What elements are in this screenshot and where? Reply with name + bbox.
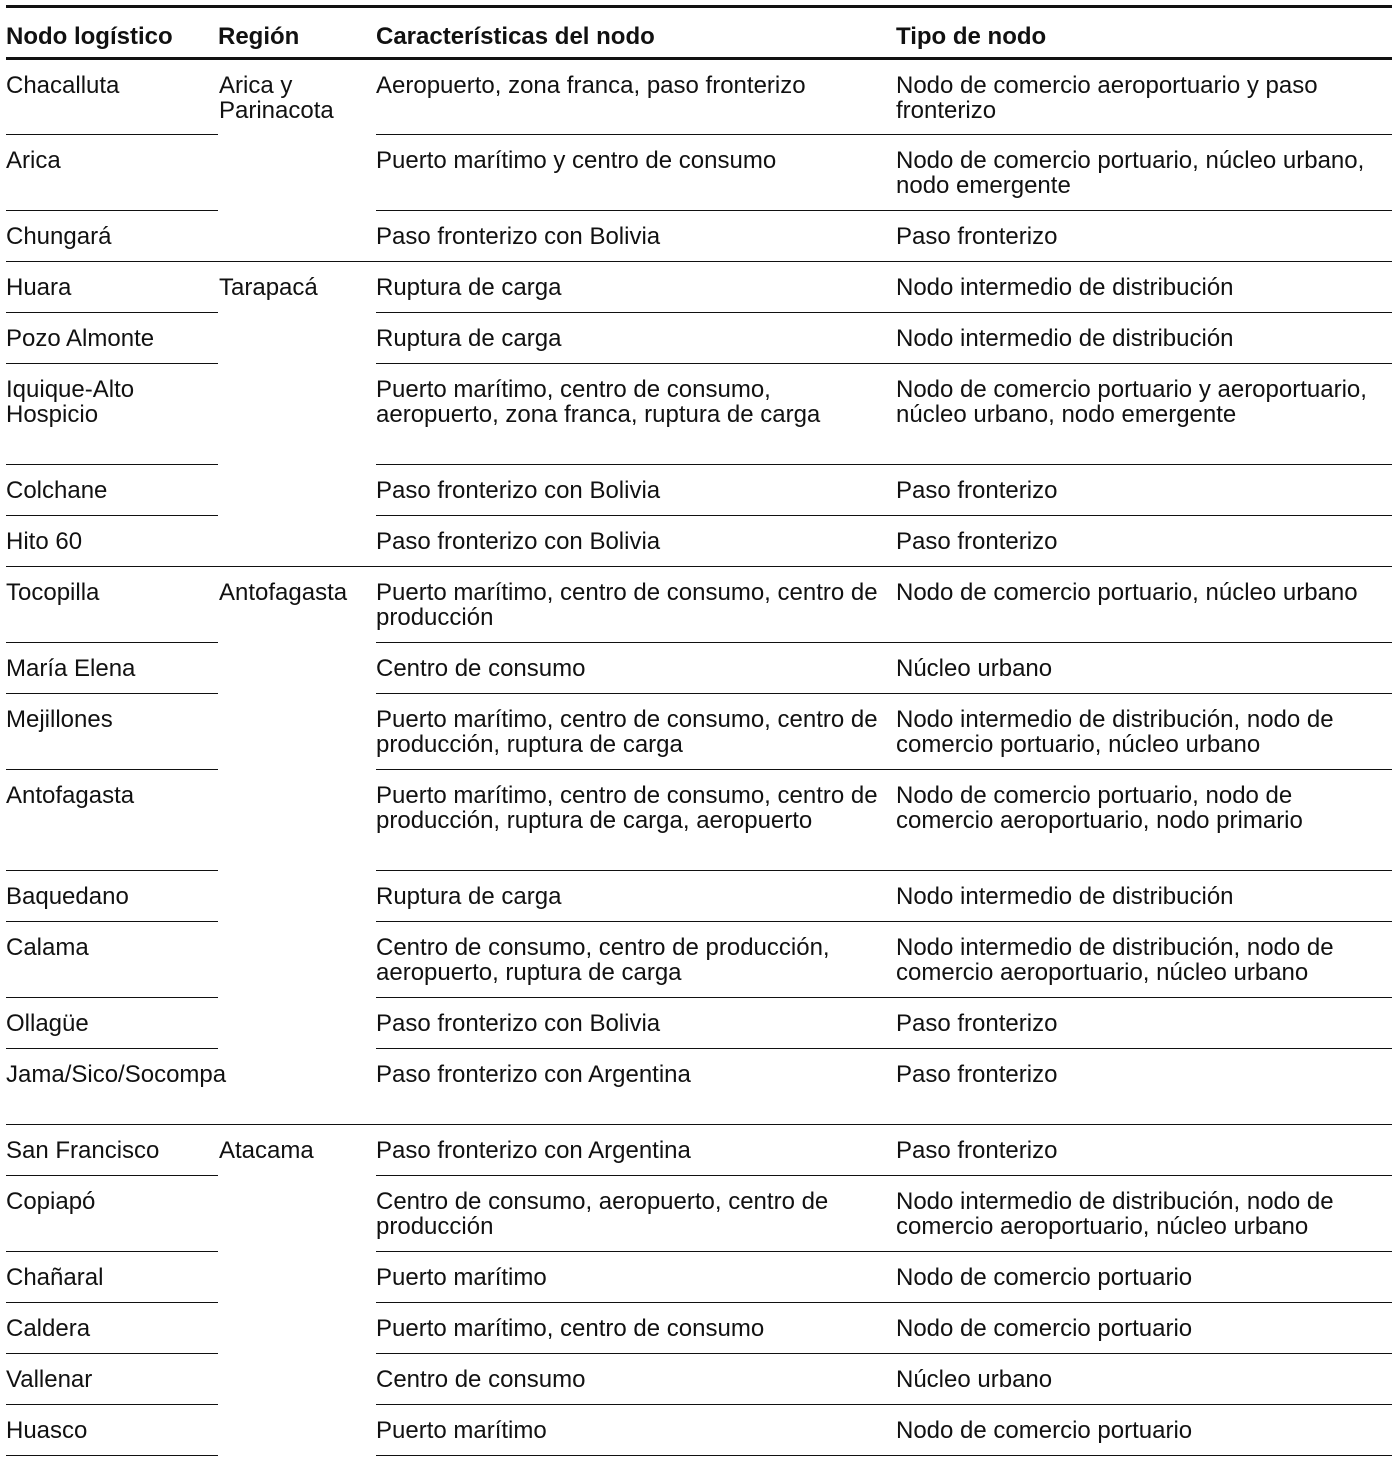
header-node: Nodo logístico [6,7,218,59]
node-type: Núcleo urbano [896,1354,1392,1405]
node-name: Huasco [6,1405,218,1456]
node-features: Puerto marítimo, centro de consumo, centro de producción [376,567,896,643]
node-name: Arica [6,135,218,211]
table-row [6,1176,1392,1252]
node-name: Jama/Sico/Socompa [6,1049,218,1125]
node-features: Ruptura de carga [376,313,896,364]
node-name: Iquique-Alto Hospicio [6,364,218,465]
node-type: Paso fronterizo [896,516,1392,567]
node-features: Puerto marítimo y centro de consumo [376,135,896,211]
node-name: Vallenar [6,1354,218,1405]
node-type: Nodo de comercio portuario [896,1303,1392,1354]
node-features: Ruptura de carga [376,262,896,313]
table-row [6,643,1392,694]
node-type: Nodo intermedio de distribución [896,262,1392,313]
node-name: Tocopilla [6,567,218,643]
node-name: Huara [6,262,218,313]
table-row [6,1252,1392,1303]
header-type: Tipo de nodo [896,7,1392,59]
node-type: Nodo intermedio de distribución, nodo de comercio portuario, núcleo urbano [896,694,1392,770]
node-name: Antofagasta [6,770,218,871]
node-name: Chacalluta [6,72,120,99]
logistics-nodes-table [6,5,1392,1456]
table-row [6,998,1392,1049]
node-name: Caldera [6,1303,218,1354]
table-row [6,1354,1392,1405]
node-name: Chungará [6,211,218,262]
node-name: Colchane [6,465,218,516]
node-features: Paso fronterizo con Bolivia [376,998,896,1049]
node-features: Puerto marítimo, centro de consumo [376,1303,896,1354]
node-type: Paso fronterizo [896,465,1392,516]
node-features: Centro de consumo [376,1354,896,1405]
table-row [6,1303,1392,1354]
node-name: María Elena [6,643,218,694]
node-features: Paso fronterizo con Bolivia [376,516,896,567]
region-name: Antofagasta [218,567,376,1125]
node-type: Nodo de comercio portuario, núcleo urbano, nodo emergente [896,135,1392,211]
node-type: Núcleo urbano [896,643,1392,694]
node-type: Paso fronterizo [896,1049,1392,1125]
node-features: Centro de consumo, centro de producción, aeropuerto, ruptura de carga [376,922,896,998]
node-name: Hito 60 [6,516,218,567]
table-row [6,1125,1392,1176]
table-row [6,262,1392,313]
node-name: Calama [6,922,218,998]
node-name: Chañaral [6,1252,218,1303]
table-row [6,567,1392,643]
table-row [6,313,1392,364]
node-features: Paso fronterizo con Argentina [376,1125,896,1176]
node-features: Centro de consumo [376,643,896,694]
node-type: Nodo de comercio aeroportuario y paso fronterizo [896,72,1318,124]
node-type: Paso fronterizo [896,998,1392,1049]
node-features: Puerto marítimo, centro de consumo, centro de producción, ruptura de carga, aeropuerto [376,770,896,871]
table-row [6,770,1392,871]
node-type: Paso fronterizo [896,1125,1392,1176]
node-name: Ollagüe [6,998,218,1049]
node-type: Nodo de comercio portuario y aeroportuario, núcleo urbano, nodo emergente [896,364,1392,465]
table-row [6,465,1392,516]
region-name: Atacama [218,1125,376,1456]
header-region: Región [218,7,376,59]
node-type: Nodo de comercio portuario, nodo de comercio aeroportuario, nodo primario [896,770,1392,871]
region-name: Arica y Parinacota [219,72,334,124]
node-type: Nodo intermedio de distribución, nodo de comercio aeroportuario, núcleo urbano [896,922,1392,998]
table-row [6,1049,1392,1125]
node-type: Nodo de comercio portuario, núcleo urbano [896,567,1392,643]
node-type: Paso fronterizo [896,211,1392,262]
table-row [6,1405,1392,1456]
node-features: Paso fronterizo con Bolivia [376,465,896,516]
table-row [6,871,1392,922]
table-row [6,516,1392,567]
node-name: Mejillones [6,694,218,770]
node-features: Puerto marítimo [376,1405,896,1456]
node-name: Copiapó [6,1176,218,1252]
node-name: San Francisco [6,1125,218,1176]
node-features: Paso fronterizo con Bolivia [376,211,896,262]
header-features: Características del nodo [376,7,896,59]
header-row [6,7,1392,59]
node-features: Puerto marítimo, centro de consumo, centro de producción, ruptura de carga [376,694,896,770]
table-row [6,922,1392,998]
node-type: Nodo de comercio portuario [896,1252,1392,1303]
table-row [6,211,1392,262]
node-type: Nodo intermedio de distribución, nodo de comercio aeroportuario, núcleo urbano [896,1176,1392,1252]
table-row [6,135,1392,211]
node-features: Ruptura de carga [376,871,896,922]
table-row [6,694,1392,770]
table-row [6,59,1392,135]
node-name: Pozo Almonte [6,313,218,364]
node-name: Baquedano [6,871,218,922]
node-features: Paso fronterizo con Argentina [376,1049,896,1125]
region-name: Tarapacá [218,262,376,567]
node-type: Nodo intermedio de distribución [896,871,1392,922]
node-features: Aeropuerto, zona franca, paso fronterizo [376,72,806,99]
node-type: Nodo de comercio portuario [896,1405,1392,1456]
node-features: Centro de consumo, aeropuerto, centro de producción [376,1176,896,1252]
node-type: Nodo intermedio de distribución [896,313,1392,364]
node-features: Puerto marítimo [376,1252,896,1303]
table-row [6,364,1392,465]
node-features: Puerto marítimo, centro de consumo, aeropuerto, zona franca, ruptura de carga [376,364,896,465]
